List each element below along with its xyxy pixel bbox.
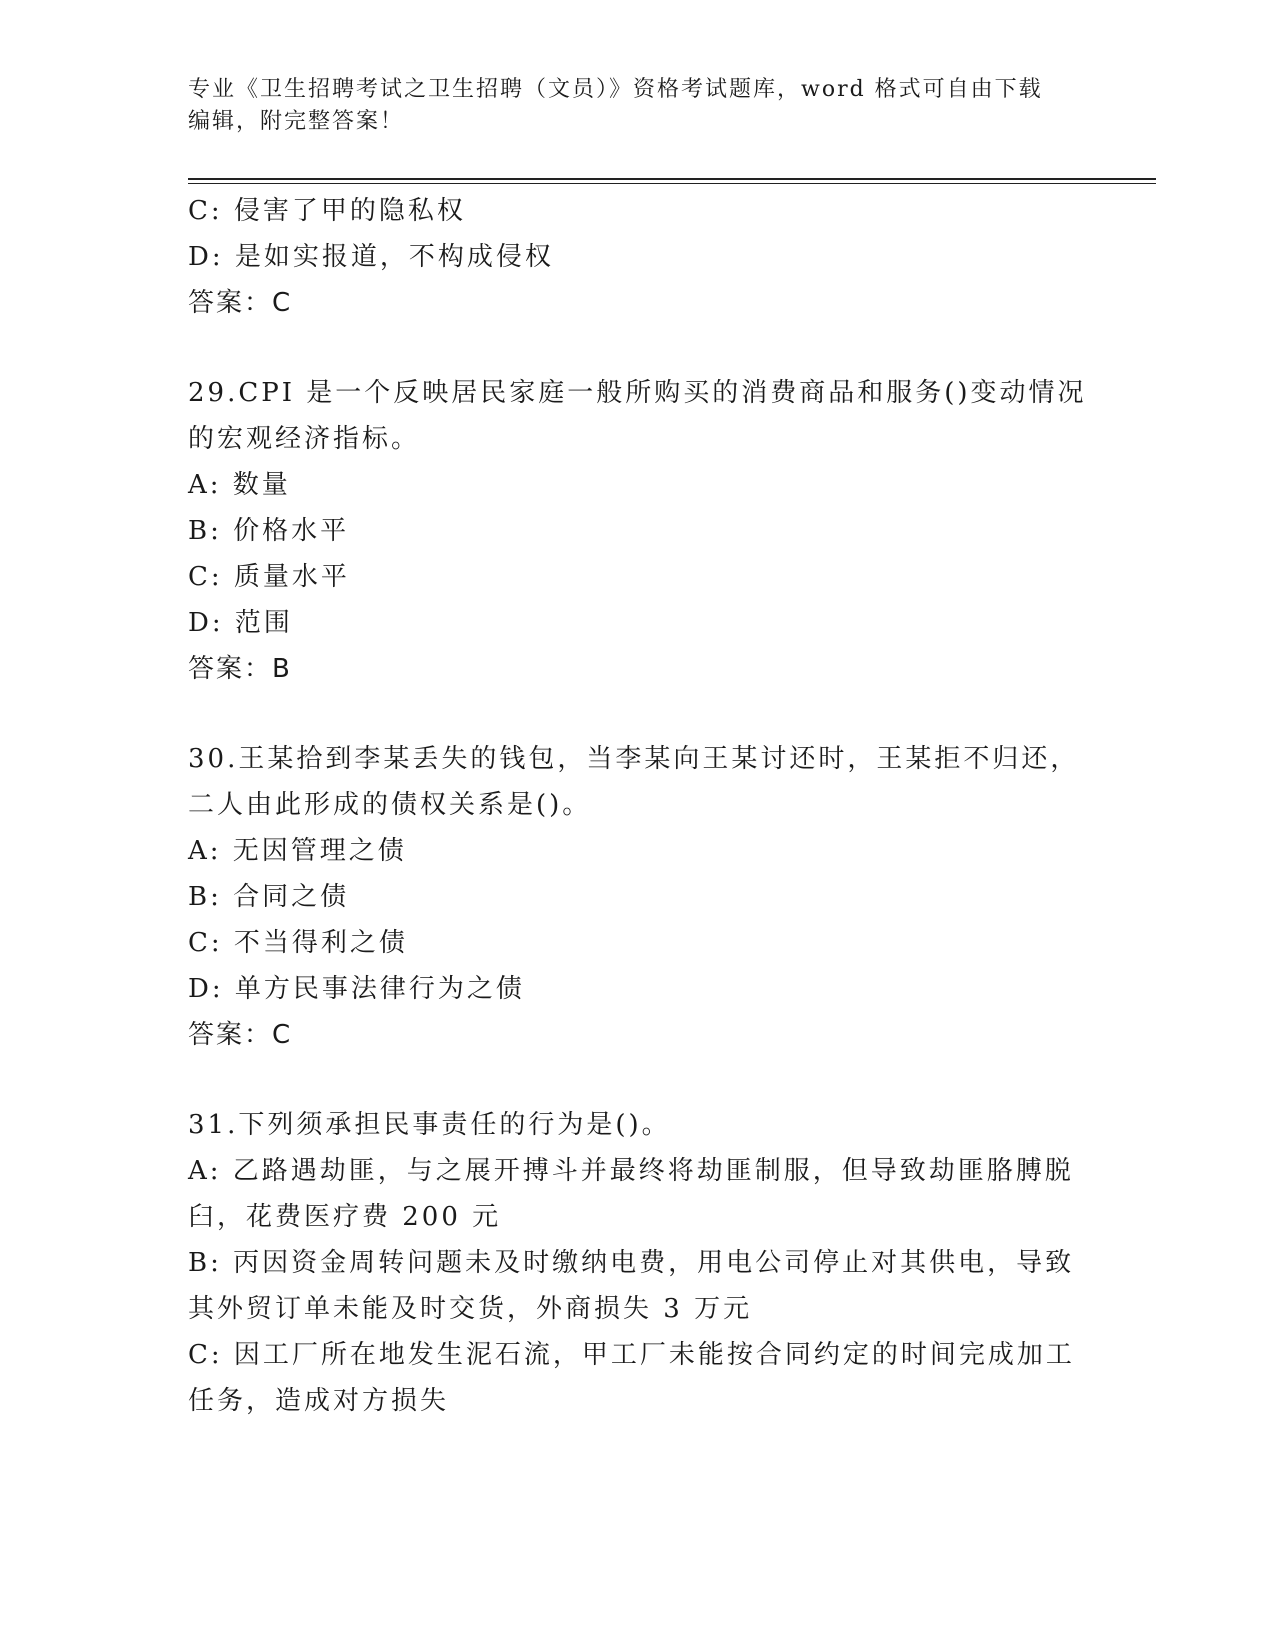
option-a: A: 乙路遇劫匪，与之展开搏斗并最终将劫匪制服，但导致劫匪胳膊脱 bbox=[188, 1156, 1074, 1186]
answer-line: 答案：C bbox=[188, 1020, 293, 1050]
spacer bbox=[188, 692, 1088, 736]
question-stem-continued: 二人由此形成的债权关系是()。 bbox=[188, 790, 592, 820]
option-a: A: 数量 bbox=[188, 470, 291, 500]
option-c: C: 质量水平 bbox=[188, 562, 350, 592]
option-b-continued: 其外贸订单未能及时交货，外商损失 3 万元 bbox=[188, 1294, 753, 1324]
spacer bbox=[188, 1058, 1088, 1102]
option-c: C: 不当得利之债 bbox=[188, 928, 408, 958]
previous-question-tail bbox=[188, 188, 1088, 326]
header-line-2: 编辑，附完整答案！ bbox=[188, 109, 405, 134]
question-stem: 30.王某拾到李某丢失的钱包，当李某向王某讨还时，王某拒不归还， bbox=[188, 744, 1080, 774]
question-stem-continued: 的宏观经济指标。 bbox=[188, 424, 421, 454]
option-c: C: 侵害了甲的隐私权 bbox=[188, 196, 466, 226]
option-b: B: 价格水平 bbox=[188, 516, 350, 546]
spacer bbox=[188, 326, 1088, 370]
option-b: B: 丙因资金周转问题未及时缴纳电费，用电公司停止对其供电，导致 bbox=[188, 1248, 1075, 1278]
question-stem: 29.CPI 是一个反映居民家庭一般所购买的消费商品和服务()变动情况 bbox=[188, 378, 1087, 408]
option-d: D: 范围 bbox=[188, 608, 293, 638]
option-b: B: 合同之债 bbox=[188, 882, 350, 912]
option-d: D: 单方民事法律行为之债 bbox=[188, 974, 525, 1004]
option-d: D: 是如实报道，不构成侵权 bbox=[188, 242, 554, 272]
option-c: C: 因工厂所在地发生泥石流，甲工厂未能按合同约定的时间完成加工 bbox=[188, 1340, 1075, 1370]
question-content bbox=[188, 188, 1088, 1424]
header-divider-thin bbox=[188, 183, 1156, 184]
option-a-continued: 臼，花费医疗费 200 元 bbox=[188, 1202, 502, 1232]
answer-line: 答案：C bbox=[188, 288, 293, 318]
header-line-1: 专业《卫生招聘考试之卫生招聘（文员）》资格考试题库，word 格式可自由下载 bbox=[188, 77, 1043, 102]
answer-line: 答案：B bbox=[188, 654, 292, 684]
question-30 bbox=[188, 736, 1088, 1058]
document-header bbox=[188, 74, 1088, 138]
question-stem: 31.下列须承担民事责任的行为是()。 bbox=[188, 1110, 671, 1140]
option-c-continued: 任务，造成对方损失 bbox=[188, 1386, 450, 1416]
header-divider-thick bbox=[188, 178, 1156, 180]
question-29 bbox=[188, 370, 1088, 692]
option-a: A: 无因管理之债 bbox=[188, 836, 407, 866]
question-31 bbox=[188, 1102, 1088, 1424]
